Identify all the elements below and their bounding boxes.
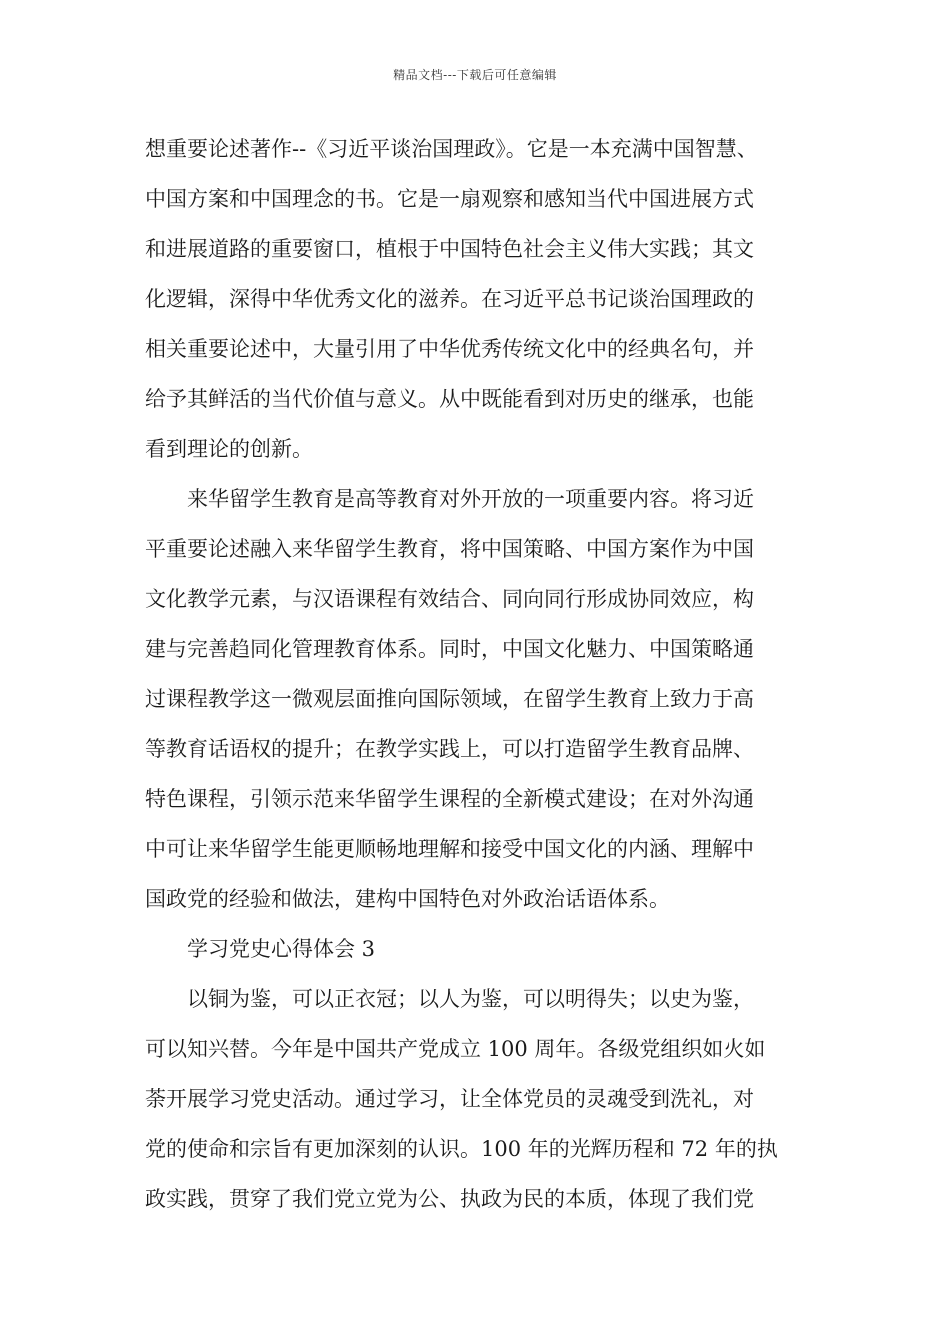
text-line: 和进展道路的重要窗口，植根于中国特色社会主义伟大实践；其文 bbox=[145, 237, 754, 261]
document-body bbox=[145, 124, 810, 1224]
section-heading-text: 学习党史心得体会 3 bbox=[187, 937, 376, 961]
text-line: 平重要论述融入来华留学生教育，将中国策略、中国方案作为中国 bbox=[145, 537, 754, 561]
text-line: 以铜为鉴，可以正衣冠；以人为鉴，可以明得失；以史为鉴， bbox=[187, 987, 754, 1011]
text-line: 党的使命和宗旨有更加深刻的认识。100 年的光辉历程和 72 年的执 bbox=[145, 1137, 778, 1161]
text-line: 特色课程，引领示范来华留学生课程的全新模式建设；在对外沟通 bbox=[145, 787, 754, 811]
text-line: 国政党的经验和做法，建构中国特色对外政治话语体系。 bbox=[145, 887, 670, 911]
page-header: 精品文档---下载后可任意编辑 bbox=[393, 68, 557, 82]
text-line: 给予其鲜活的当代价值与意义。从中既能看到对历史的继承，也能 bbox=[145, 387, 754, 411]
text-line: 相关重要论述中，大量引用了中华优秀传统文化中的经典名句，并 bbox=[145, 337, 754, 361]
text-line: 中国方案和中国理念的书。它是一扇观察和感知当代中国进展方式 bbox=[145, 187, 754, 211]
text-line: 荼开展学习党史活动。通过学习，让全体党员的灵魂受到洗礼，对 bbox=[145, 1087, 754, 1111]
text-line: 文化教学元素，与汉语课程有效结合、同向同行形成协同效应，构 bbox=[145, 587, 754, 611]
text-line: 过课程教学这一微观层面推向国际领域，在留学生教育上致力于高 bbox=[145, 687, 754, 711]
text-line: 可以知兴替。今年是中国共产党成立 100 周年。各级党组织如火如 bbox=[145, 1037, 766, 1061]
text-line: 化逻辑，深得中华优秀文化的滋养。在习近平总书记谈治国理政的 bbox=[145, 287, 754, 311]
text-line: 等教育话语权的提升；在教学实践上，可以打造留学生教育品牌、 bbox=[145, 737, 754, 761]
paragraph-3 bbox=[145, 974, 810, 1224]
text-line: 来华留学生教育是高等教育对外开放的一项重要内容。将习近 bbox=[187, 487, 754, 511]
text-line: 想重要论述著作--《习近平谈治国理政》。它是一本充满中国智慧、 bbox=[145, 137, 758, 161]
text-line: 中可让来华留学生能更顺畅地理解和接受中国文化的内涵、理解中 bbox=[145, 837, 754, 861]
paragraph-2 bbox=[145, 474, 810, 924]
text-line: 政实践，贯穿了我们党立党为公、执政为民的本质，体现了我们党 bbox=[145, 1187, 754, 1211]
text-line: 看到理论的创新。 bbox=[145, 437, 313, 461]
paragraph-1 bbox=[145, 124, 810, 474]
text-line: 建与完善趋同化管理教育体系。同时，中国文化魅力、中国策略通 bbox=[145, 637, 754, 661]
section-heading bbox=[145, 924, 810, 974]
